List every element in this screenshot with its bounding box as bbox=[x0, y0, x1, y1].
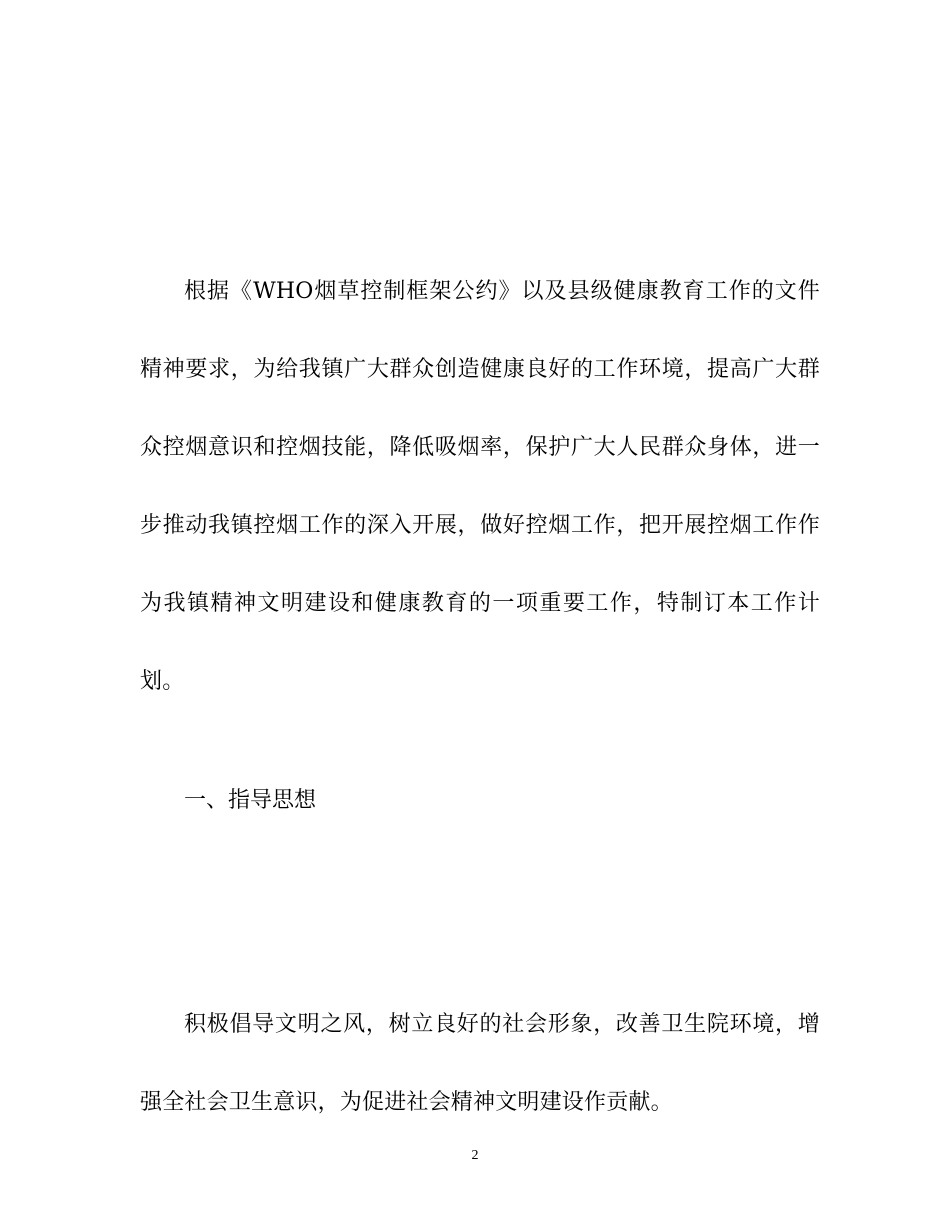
page-number: 2 bbox=[471, 1148, 479, 1163]
guiding-thought-paragraph: 积极倡导文明之风，树立良好的社会形象，改善卫生院环境，增强全社会卫生意识，为促进社会精神文明建设作贡献。 bbox=[140, 1012, 820, 1115]
section-heading-guiding-thought: 一、指导思想 bbox=[184, 788, 317, 813]
intro-paragraph: 根据《WHO烟草控制框架公约》以及县级健康教育工作的文件精神要求，为给我镇广大群众创造健康良好的工作环境，提高广大群众控烟意识和控烟技能，降低吸烟率，保护广大人民群众身体，进一步推动我镇控烟工作的深入开展，做好控烟工作，把开展控烟工作作为我镇精神文明建设和健康教育的一项重要工作，特制订本工作计划。 bbox=[140, 279, 820, 694]
